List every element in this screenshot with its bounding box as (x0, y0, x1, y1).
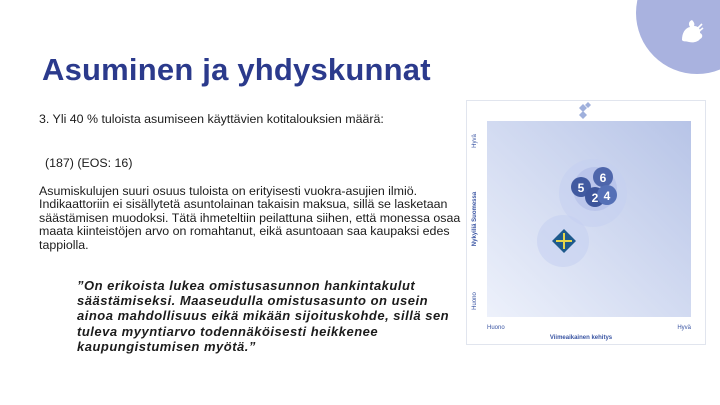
marker-label-6: 6 (599, 171, 607, 185)
x-right-label: Hyvä (677, 325, 691, 331)
y-bottom-label: Huono (472, 292, 478, 310)
response-count: (187) (EOS: 16) (45, 156, 133, 170)
y-top-label: Hyvä (472, 134, 478, 148)
chart-top-decoration (579, 102, 591, 119)
finnish-lion-icon (676, 16, 706, 46)
marker-label-2: 2 (591, 191, 599, 205)
page-title: Asuminen ja yhdyskunnat (42, 52, 431, 87)
y-axis-label: Nykyiliä Suomessa (472, 191, 478, 247)
evaluation-chart-svg (467, 101, 705, 344)
evaluation-chart (466, 100, 706, 345)
quote-text: ”On erikoista lukea omistusasunnon hankintakulut säästämiseksi. Maaseudulla omistusasunto on usein ainoa mahdollisuus eikä mikään sijoituskohde, sillä sen tuleva myyntiarvo todennäköisesti heikkenee kaupungistumisen myötä.” (77, 278, 450, 354)
x-left-label: Huono (487, 325, 505, 331)
question-text: 3. Yli 40 % tuloista asumiseen käyttävien kotitalouksien määrä: (39, 112, 384, 126)
x-axis-label: Viimeaikainen kehitys (549, 335, 613, 341)
marker-label-4: 4 (603, 189, 611, 203)
marker-label-5: 5 (577, 181, 585, 195)
paragraph-text: Asumiskulujen suuri osuus tuloista on erityisesti vuokra-asujien ilmiö. Indikaattoriin ei sisällytetä asuntolainan takaisin maksua, sillä se lasketaan säästämisen muodoksi. Tätä ihmeteltiin peilattuna siihen, että monessa osaa maata kiinteistöjen arvo on romahtanut, eikä asuntoaan saa kaupaksi edes tappiolla. (39, 184, 461, 252)
